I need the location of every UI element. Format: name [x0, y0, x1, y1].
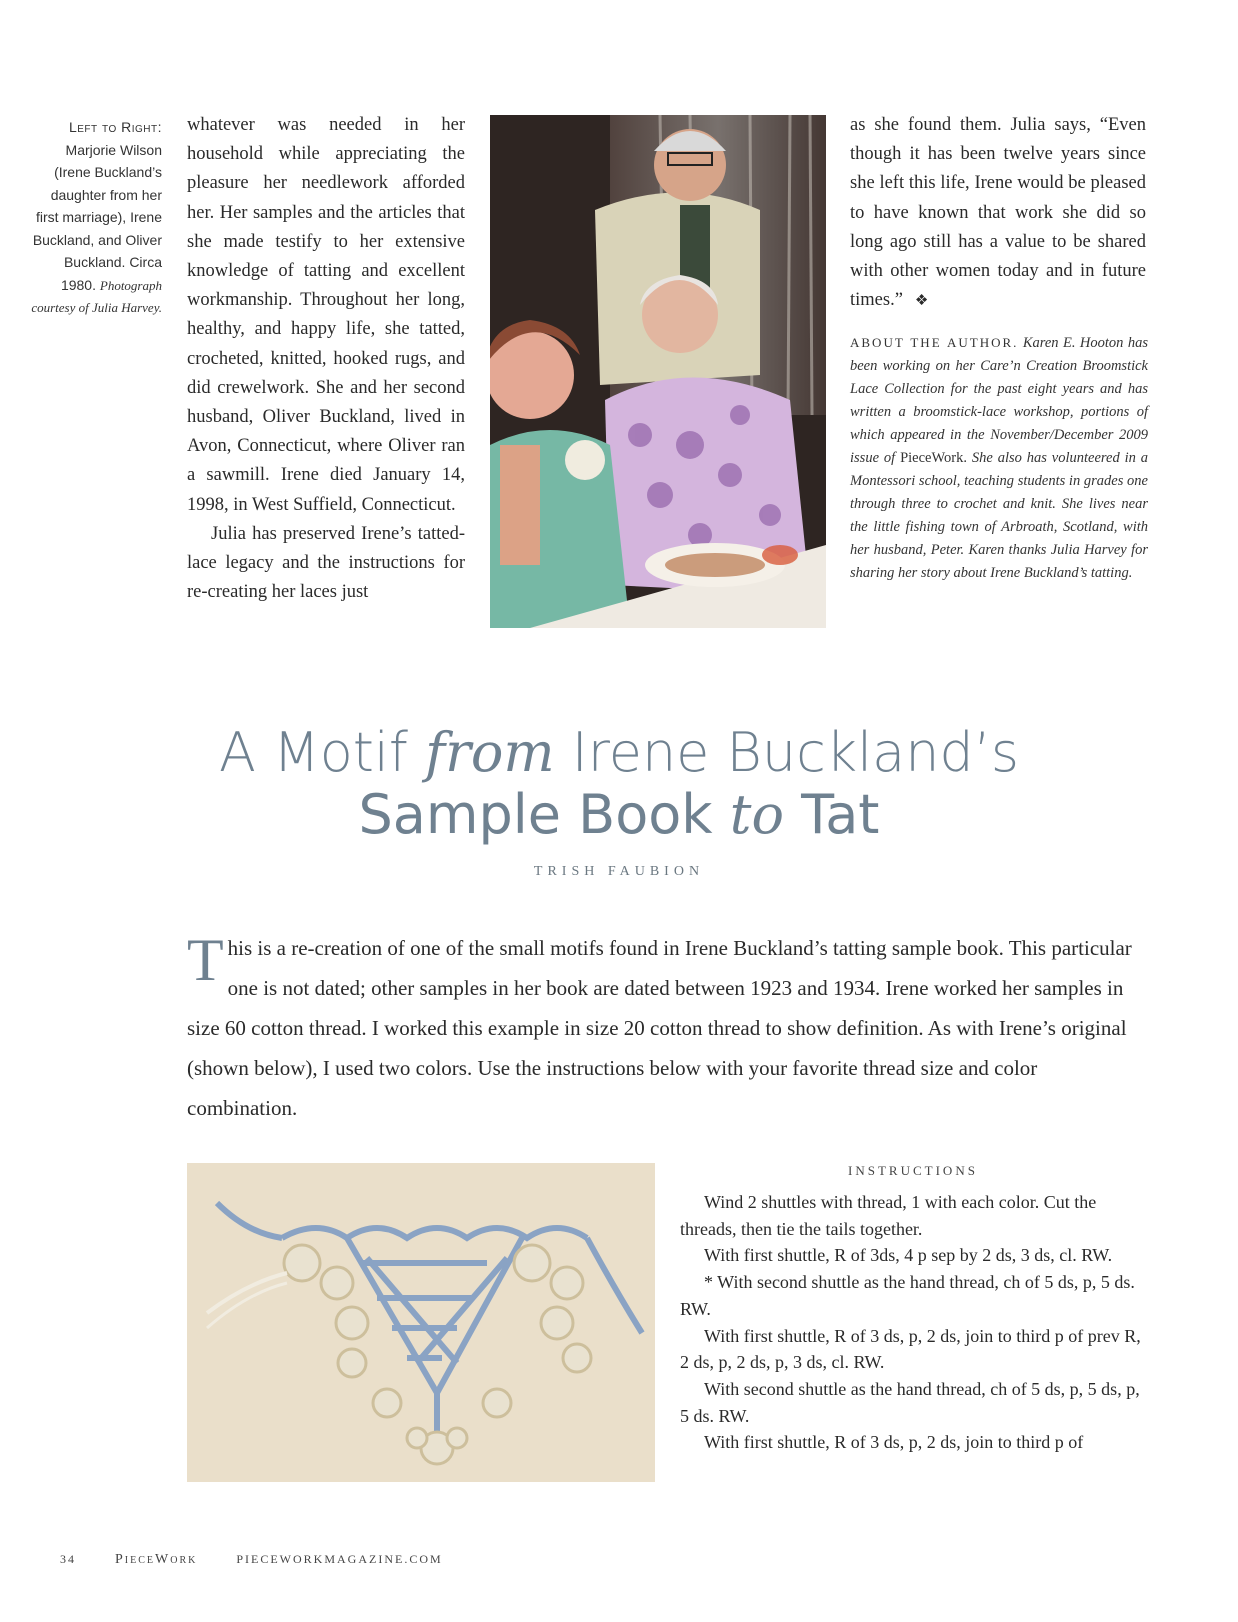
page-footer — [60, 1552, 477, 1568]
caption-text: Marjorie Wilson (Irene Buckland’s daughter from her first marriage), Irene Buckland, and Oliver Buckland. Circa 1980. — [32, 141, 162, 293]
magazine-name: PieceWork. — [900, 450, 967, 466]
end-mark-icon: ❖ — [914, 293, 929, 310]
article-column-3 — [850, 111, 1146, 316]
title-part: from — [425, 721, 555, 784]
intro-text: his is a re-creation of one of the small motifs found in Irene Buckland’s tatting sample book. This particular one is not dated; other samples in her book are dated between 1923 and 1934. Irene worked her samples in size 60 cotton thread. I worked this example in size 20 cotton thread to show definition. As with Irene’s original (shown below), I used two colors. Use the instructions below with your favorite thread size and color combination. — [187, 936, 1132, 1120]
title-part: Tat — [801, 783, 880, 846]
instructions-list — [680, 1189, 1146, 1456]
photo-caption — [30, 116, 162, 319]
article-paragraph: whatever was needed in her household while appreciating the pleasure her needlework afforded her. Her samples and the articles that she made testify to her extensive knowledge of tatting and excellent workmanship. Throughout her long, healthy, and happy life, she tatted, crocheted, knitted, hooked rugs, and did crewelwork. She and her second husband, Oliver Buckland, lived in Avon, Connecticut, where Oliver ran a sawmill. Irene died January 14, 1998, in West Suffield, Connecticut. — [187, 115, 465, 515]
intro-paragraph — [187, 928, 1147, 1128]
instruction-step: With first shuttle, R of 3ds, 4 p sep by 2 ds, 3 ds, cl. RW. — [704, 1245, 1113, 1266]
instruction-step: With first shuttle, R of 3 ds, p, 2 ds, join to third p of — [704, 1432, 1084, 1453]
magazine-url: PIECEWORKMAGAZINE.COM — [236, 1552, 443, 1566]
about-text-1: Karen E. Hooton has been working on her Care’n Creation Broomstick Lace Collection for the past eight years and has written a broomstick-lace workshop, portions of which appeared in the November/December 2009 issue of — [850, 335, 1148, 466]
title-part: Sample Book — [358, 783, 713, 846]
family-photo-image — [490, 115, 826, 628]
tatted-lace-photo — [187, 1163, 655, 1482]
page-number: 34 — [60, 1552, 76, 1566]
about-lead: ABOUT THE AUTHOR. — [850, 335, 1019, 350]
magazine-brand: PieceWork — [115, 1552, 198, 1567]
about-the-author — [850, 331, 1148, 585]
instruction-step: * With second shuttle as the hand thread, ch of 5 ds, p, 5 ds. RW. — [680, 1272, 1135, 1319]
caption-lead: Left to Right: — [68, 119, 162, 135]
article-title-line-1 — [0, 722, 1238, 784]
author-byline: TRISH FAUBION — [533, 864, 705, 879]
title-part: A Motif — [219, 721, 408, 784]
instruction-step: With first shuttle, R of 3 ds, p, 2 ds, join to third p of prev R, 2 ds, p, 2 ds, p, 3 ds, cl. RW. — [680, 1325, 1141, 1373]
article-paragraph — [850, 111, 1146, 316]
tatted-lace-image — [187, 1163, 655, 1482]
article-paragraph: Julia has preserved Irene’s tatted-lace legacy and the instructions for re-creating her laces just — [187, 523, 465, 603]
article-title-line-2 — [0, 784, 1238, 846]
title-part: Irene Buckland’s — [571, 721, 1019, 784]
about-text-2: She also has volunteered in a Montessori school, teaching students in grades one through three to crochet and knit. She lives near the little fishing town of Arbroath, Scotland, with her husband, Peter. Karen thanks Julia Harvey for sharing her story about Irene Buckland’s tatting. — [850, 450, 1149, 581]
closing-paragraph-text: as she found them. Julia says, “Even though it has been twelve years since she left this life, Irene would be pleased to have known that work she did so long ago still has a value to be shared with other women today and in future times.” — [850, 115, 1146, 311]
title-part: to — [729, 783, 784, 846]
instructions-heading: INSTRUCTIONS — [848, 1163, 978, 1178]
instruction-step: Wind 2 shuttles with thread, 1 with each color. Cut the threads, then tie the tails together. — [680, 1192, 1097, 1239]
instruction-step: With second shuttle as the hand thread, ch of 5 ds, p, 5 ds, p, 5 ds. RW. — [680, 1378, 1140, 1426]
photo-credit: Photograph courtesy of Julia Harvey. — [31, 277, 162, 315]
article-column-1 — [187, 111, 465, 607]
family-photo — [490, 115, 826, 628]
drop-cap: T — [187, 927, 224, 993]
